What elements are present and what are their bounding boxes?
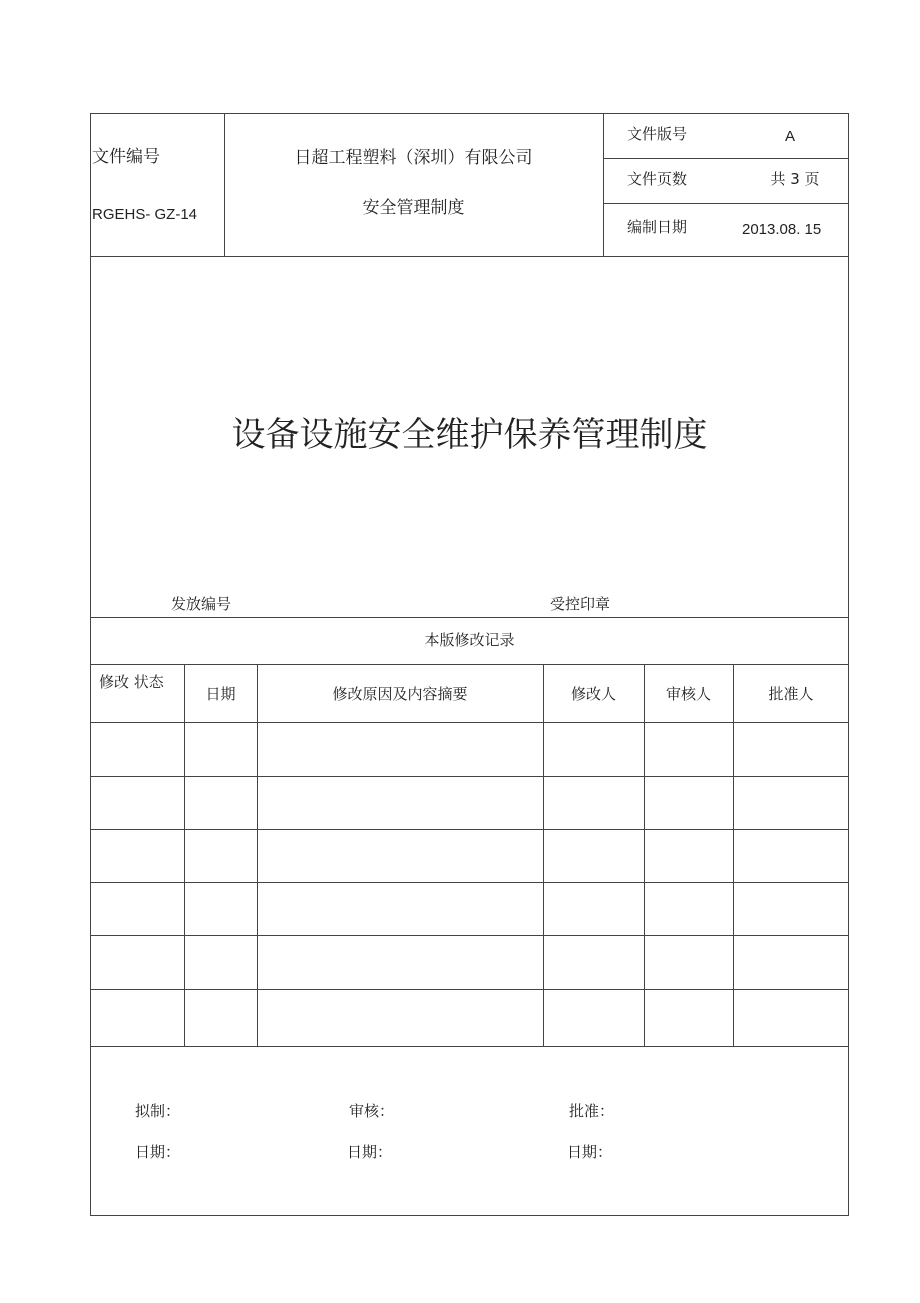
column-header-status: 修改 状态: [99, 673, 164, 691]
header-divider-1: [224, 113, 225, 257]
drafted-date-label: 日期：: [135, 1143, 181, 1161]
table-row-line: [90, 989, 849, 990]
column-header-approver: 批准人: [768, 684, 814, 703]
approved-label: 批准：: [569, 1102, 615, 1120]
doc-no-label: 文件编号: [92, 147, 160, 167]
reviewed-label: 审核：: [349, 1102, 395, 1120]
doc-subtitle: 安全管理制度: [362, 198, 465, 218]
table-bottom-line: [90, 1046, 849, 1047]
drafted-label: 拟制：: [135, 1102, 181, 1120]
table-row-line: [90, 935, 849, 936]
controlled-stamp-label: 受控印章: [550, 595, 611, 613]
pages-label: 文件页数: [627, 170, 688, 188]
table-row-line: [90, 776, 849, 777]
header-bottom-line: [90, 256, 849, 257]
table-row-line: [90, 722, 849, 723]
column-header-modifier: 修改人: [570, 684, 616, 703]
revision-heading: 本版修改记录: [424, 631, 515, 649]
reviewed-date-label: 日期：: [347, 1143, 393, 1161]
company-name: 日超工程塑料（深圳）有限公司: [294, 148, 533, 168]
doc-no-value: RGEHS- GZ-14: [92, 206, 198, 223]
header-row-line-2: [603, 203, 849, 204]
column-header-reason: 修改原因及内容摘要: [332, 684, 468, 703]
revision-top-line: [90, 617, 849, 618]
version-label: 文件版号: [627, 125, 688, 143]
column-header-date: 日期: [205, 684, 236, 703]
version-value: A: [784, 128, 795, 145]
table-row-line: [90, 829, 849, 830]
date-value: 2013.08. 15: [742, 221, 822, 238]
header-divider-2: [603, 113, 604, 257]
approved-date-label: 日期：: [567, 1143, 613, 1161]
header-row-line-1: [603, 158, 849, 159]
column-header-reviewer: 审核人: [665, 684, 711, 703]
table-row-line: [90, 882, 849, 883]
pages-value: 共 3 页: [770, 170, 820, 188]
date-label: 编制日期: [627, 218, 688, 236]
main-title: 设备设施安全维护保养管理制度: [231, 415, 708, 455]
issue-no-label: 发放编号: [171, 595, 232, 613]
